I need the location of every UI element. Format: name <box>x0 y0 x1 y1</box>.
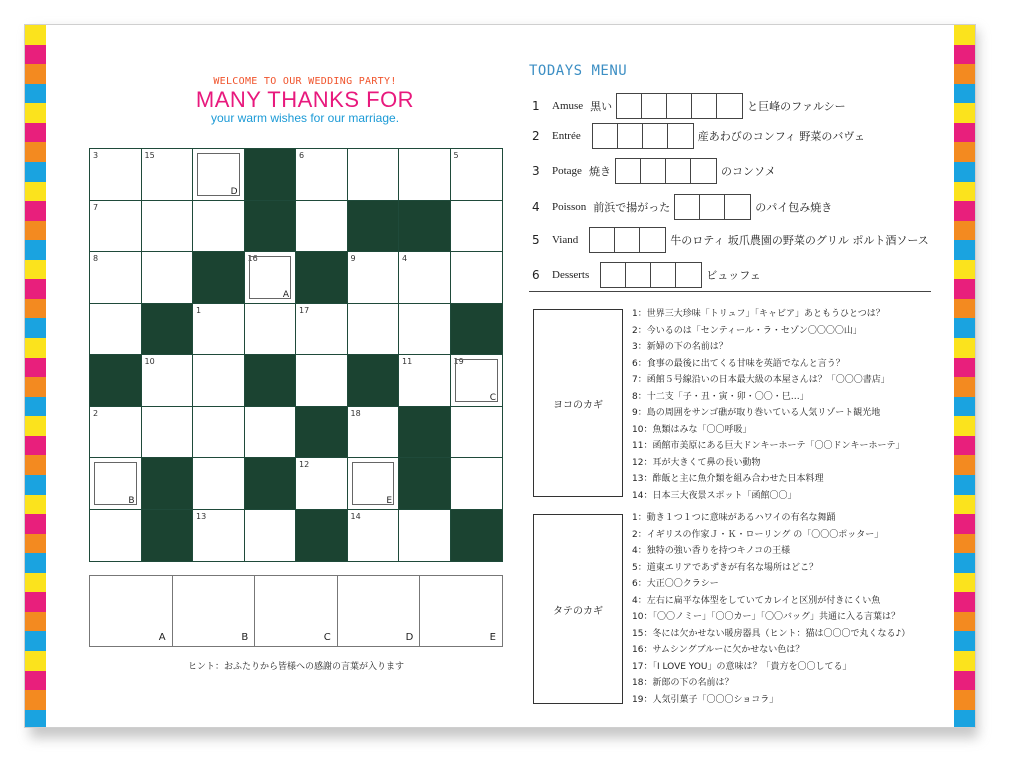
grid-cell-black <box>296 252 348 304</box>
menu-course-name: Desserts <box>552 269 590 281</box>
clue-item: 18：新郎の下の名前は？ <box>632 678 734 688</box>
cell-key-letter: A <box>282 289 289 300</box>
grid-cell-black <box>142 458 194 510</box>
stripe-segment <box>25 260 46 280</box>
grid-cell <box>399 304 451 356</box>
clue-item: 5：道東エリアであずきが有名な場所はどこ？ <box>632 562 818 573</box>
menu-answer-box[interactable] <box>692 94 717 118</box>
menu-answer-box[interactable] <box>590 228 615 252</box>
cell-number: 7 <box>93 202 99 212</box>
clue-item: 16：サムシングブルーに欠かせない色は？ <box>632 645 805 655</box>
menu-answer-box[interactable] <box>641 159 666 183</box>
stripe-segment <box>25 651 46 671</box>
menu-answer-box[interactable] <box>618 124 643 148</box>
clue-item: 8：十二支「子・丑・寅・卯・〇〇・巳…」 <box>632 391 809 402</box>
menu-item-number: 6 <box>532 268 540 282</box>
cell-number: 14 <box>350 511 361 521</box>
grid-cell <box>296 201 348 253</box>
stripe-segment <box>25 631 46 651</box>
stripe-segment <box>954 221 975 241</box>
clue-item: 19：人気引菓子「〇〇〇ショコラ」 <box>632 694 779 705</box>
stripe-segment <box>25 690 46 710</box>
menu-answer-box[interactable] <box>700 195 725 219</box>
grid-cell-black <box>348 355 400 407</box>
stripe-segment <box>25 397 46 417</box>
cell-number: 13 <box>196 511 207 521</box>
grid-cell <box>399 252 451 304</box>
grid-cell-black <box>142 510 194 562</box>
grid-cell <box>90 252 142 304</box>
clue-item: 12：耳が大きくて鼻の長い動物 <box>632 457 761 468</box>
cell-number: 9 <box>350 254 356 263</box>
stripe-segment <box>954 64 975 84</box>
menu-answer-box[interactable] <box>643 124 668 148</box>
menu-course-name: Viand <box>552 234 579 246</box>
answer-box-letter: B <box>241 632 249 643</box>
stripe-segment <box>25 573 46 593</box>
stripe-segment <box>25 612 46 632</box>
menu-item <box>532 262 761 288</box>
menu-answer-box[interactable] <box>640 228 665 252</box>
menu-item-number: 5 <box>532 233 540 247</box>
menu-course-name: Potage <box>552 165 582 177</box>
menu-answer-box[interactable] <box>691 159 716 183</box>
menu-answer-box[interactable] <box>725 195 750 219</box>
cell-number: 12 <box>299 460 310 469</box>
grid-cell-black <box>399 407 451 459</box>
clue-item: 14：日本三大夜景スポット「函館〇〇」 <box>632 490 797 501</box>
grid-cell-black <box>296 510 348 562</box>
grid-cell <box>90 304 142 356</box>
menu-course-name: Poisson <box>552 201 587 213</box>
cell-key-letter: C <box>489 392 496 403</box>
menu-item-number: 1 <box>532 99 540 113</box>
cell-key-letter: B <box>128 495 135 506</box>
clue-item: 7：函館５号線沿いの日本最大級の本屋さんは？「〇〇〇書店」 <box>632 375 890 385</box>
stripe-segment <box>25 495 46 515</box>
clue-item: 10：魚類はみな「〇〇呼吸」 <box>632 424 752 435</box>
cell-number: 5 <box>453 151 459 160</box>
menu-answer-box[interactable] <box>666 159 691 183</box>
menu-text-after: のコンソメ <box>720 165 776 178</box>
menu-item-number: 2 <box>532 129 540 143</box>
clue-item: 1：世界三大珍味「トリュフ」「キャビア」あともうひとつは？ <box>632 309 885 319</box>
stripe-segment <box>954 142 975 162</box>
cell-number: 15 <box>144 151 155 160</box>
grid-cell <box>296 355 348 407</box>
menu-course-name: Amuse <box>552 100 584 112</box>
grid-cell-black <box>245 201 297 253</box>
menu-answer-box[interactable] <box>615 228 640 252</box>
grid-cell-black <box>296 407 348 459</box>
stripe-segment <box>25 182 46 202</box>
cell-number: 1 <box>196 305 202 315</box>
menu-item <box>532 93 846 119</box>
thanks-title: MANY THANKS FOR <box>195 87 415 112</box>
stripe-segment <box>25 221 46 241</box>
clue-item: 6：食事の最後に出てくる甘味を英語でなんと言う？ <box>632 358 845 369</box>
menu-divider <box>529 291 931 292</box>
clue-item: 1：動き１つ１つに意味があるハワイの有名な舞踊 <box>632 513 836 523</box>
menu-answer-box[interactable] <box>668 124 693 148</box>
menu-item <box>532 227 929 253</box>
grid-cell <box>399 510 451 562</box>
menu-answer-box[interactable] <box>717 94 742 118</box>
clue-item: 15：冬には欠かせない暖房器具（ヒント：猫は〇〇〇で丸くなる♪） <box>632 628 911 639</box>
crossword-grid <box>89 148 503 562</box>
grid-cell-black <box>245 149 297 201</box>
menu-text-after: と巨峰のファルシー <box>747 100 846 113</box>
stripe-segment <box>25 514 46 534</box>
menu-text-after: ビュッフェ <box>706 269 761 282</box>
grid-cell <box>245 252 297 304</box>
grid-cell <box>193 458 245 510</box>
grid-cell <box>451 252 503 304</box>
answer-box-letter: D <box>405 632 414 643</box>
answer-box[interactable] <box>338 576 421 646</box>
stripe-segment <box>25 162 46 182</box>
stripe-segment <box>25 710 46 728</box>
cell-number: 10 <box>144 357 155 366</box>
stripe-segment <box>25 84 46 104</box>
stripe-segment <box>954 84 975 104</box>
clue-item: 2：イギリスの作家Ｊ・Ｋ・ローリング の「〇〇〇ポッター」 <box>632 529 884 540</box>
grid-cell-black <box>451 304 503 356</box>
cell-number: 2 <box>93 408 99 418</box>
stripe-segment <box>25 240 46 260</box>
grid-cell <box>90 407 142 459</box>
grid-cell <box>142 201 194 253</box>
clue-item: 10：「〇〇ノミー」「〇〇カー」「〇〇バッグ」共通に入る言葉は？ <box>632 612 900 622</box>
cell-number: 4 <box>402 254 408 263</box>
across-clues <box>632 306 962 504</box>
grid-cell-black <box>399 201 451 253</box>
menu-answer-boxes[interactable] <box>674 194 751 220</box>
grid-cell <box>451 355 503 407</box>
stripe-segment <box>25 64 46 84</box>
stripe-segment <box>25 475 46 495</box>
stripe-segment <box>25 318 46 338</box>
menu-item <box>532 158 776 184</box>
clue-item: 4：独特の強い香りを持つキノコの王様 <box>632 546 791 556</box>
grid-cell <box>193 304 245 356</box>
stripe-segment <box>25 416 46 436</box>
menu-answer-box[interactable] <box>626 263 651 287</box>
stripe-segment <box>25 436 46 456</box>
menu-answer-boxes[interactable] <box>616 93 743 119</box>
grid-cell <box>296 458 348 510</box>
stripe-segment <box>25 103 46 123</box>
grid-cell <box>193 407 245 459</box>
cell-number: 11 <box>402 357 413 366</box>
stripe-segment <box>25 455 46 475</box>
cell-number: 17 <box>299 305 310 315</box>
clue-item: 6：大正〇〇クラシー <box>632 579 719 589</box>
stripe-segment <box>25 25 46 45</box>
stripe-segment <box>954 162 975 182</box>
puzzle-page <box>24 24 976 728</box>
grid-cell-black <box>245 355 297 407</box>
cell-key-letter: D <box>230 186 238 197</box>
menu-answer-boxes[interactable] <box>589 227 666 253</box>
grid-cell <box>193 510 245 562</box>
menu-answer-box[interactable] <box>601 263 626 287</box>
cell-number: 18 <box>350 408 361 418</box>
menu-text-after: 牛のロティ 坂爪農園の野菜のグリル ポルト酒ソース <box>670 234 929 247</box>
menu-item <box>532 123 865 149</box>
grid-cell-black <box>142 304 194 356</box>
menu-answer-box[interactable] <box>616 159 641 183</box>
cell-number: 3 <box>93 151 99 160</box>
grid-cell <box>296 149 348 201</box>
menu-answer-box[interactable] <box>617 94 642 118</box>
stripe-segment <box>25 299 46 319</box>
grid-cell <box>348 510 400 562</box>
menu-text-before: 焼き <box>588 165 611 178</box>
clue-item: 3：新婦の下の名前は？ <box>632 342 728 352</box>
menu-answer-boxes[interactable] <box>600 262 702 288</box>
menu-title: TODAYS MENU <box>529 63 628 79</box>
stripe-segment <box>954 201 975 221</box>
answer-box[interactable] <box>173 576 256 646</box>
stripe-segment <box>954 260 975 280</box>
grid-cell <box>348 149 400 201</box>
grid-cell <box>451 407 503 459</box>
cell-number: 19 <box>453 357 464 366</box>
grid-cell-black <box>399 458 451 510</box>
clue-item: 9：島の周囲をサンゴ礁が取り巻いている人気リゾート観光地 <box>632 408 881 418</box>
menu-answer-box[interactable] <box>593 124 618 148</box>
clue-item: 11：函館市美原にある巨大ドンキーホーテ「〇〇ドンキーホーテ」 <box>632 441 905 451</box>
grid-cell <box>348 407 400 459</box>
grid-cell <box>193 355 245 407</box>
grid-cell <box>399 355 451 407</box>
grid-cell <box>193 149 245 201</box>
hint-text: ヒント：おふたりから皆様への感謝の言葉が入ります <box>187 662 404 672</box>
menu-item-number: 3 <box>532 164 540 178</box>
menu-answer-box[interactable] <box>667 94 692 118</box>
stripe-segment <box>954 279 975 299</box>
menu-answer-box[interactable] <box>676 263 701 287</box>
stripe-segment <box>954 182 975 202</box>
clue-item: 2：今いるのは「センティール・ラ・セゾン〇〇〇〇山」 <box>632 325 862 336</box>
grid-cell <box>90 458 142 510</box>
grid-cell <box>245 510 297 562</box>
grid-cell <box>90 201 142 253</box>
menu-answer-box[interactable] <box>651 263 676 287</box>
down-clues-label: タテのカギ <box>533 514 623 704</box>
answer-box-letter: E <box>489 632 496 643</box>
grid-cell <box>451 201 503 253</box>
stripe-segment <box>25 279 46 299</box>
grid-cell-black <box>193 252 245 304</box>
stripe-segment <box>25 142 46 162</box>
grid-cell-black <box>90 355 142 407</box>
answer-box-letter: A <box>158 632 166 643</box>
grid-cell <box>142 407 194 459</box>
cell-number: 16 <box>247 254 258 263</box>
menu-answer-boxes[interactable] <box>615 158 717 184</box>
grid-cell-black <box>451 510 503 562</box>
stripe-segment <box>954 710 975 728</box>
menu-course-name: Entrée <box>552 130 581 142</box>
stripe-segment <box>25 201 46 221</box>
clue-item: 4：左右に扁平な体型をしていてカレイと区別が付きにくい魚 <box>632 595 881 606</box>
grid-cell <box>296 304 348 356</box>
answer-boxes <box>89 575 503 647</box>
clue-item: 13：酢飯と主に魚介類を組み合わせた日本料理 <box>632 474 824 484</box>
grid-cell <box>451 458 503 510</box>
stripe-segment <box>954 240 975 260</box>
menu-text-after: のパイ包み焼き <box>755 201 833 214</box>
stripe-segment <box>25 123 46 143</box>
stripe-segment <box>25 553 46 573</box>
grid-cell-black <box>348 201 400 253</box>
grid-cell <box>245 304 297 356</box>
grid-cell <box>142 149 194 201</box>
stripe-segment <box>954 123 975 143</box>
across-clues-label: ヨコのカギ <box>533 309 623 497</box>
menu-answer-boxes[interactable] <box>592 123 694 149</box>
stripe-segment <box>25 534 46 554</box>
welcome-heading: WELCOME TO OUR WEDDING PARTY! <box>213 76 397 87</box>
grid-cell <box>90 149 142 201</box>
grid-cell-black <box>245 458 297 510</box>
menu-text-after: 産あわびのコンフィ 野菜のバヴェ <box>697 130 865 143</box>
answer-box-letter: C <box>323 632 331 643</box>
answer-box[interactable] <box>420 576 502 646</box>
stripe-segment <box>25 592 46 612</box>
stripe-segment <box>25 45 46 65</box>
answer-box[interactable] <box>90 576 173 646</box>
answer-box[interactable] <box>255 576 338 646</box>
stripe-segment <box>954 45 975 65</box>
cell-key-letter: E <box>386 495 392 506</box>
stripe-segment <box>25 377 46 397</box>
clue-item: 17：「I LOVE YOU」の意味は？「貴方を〇〇してる」 <box>632 661 852 672</box>
stripe-segment <box>25 358 46 378</box>
stripe-segment <box>954 103 975 123</box>
grid-cell <box>348 252 400 304</box>
grid-cell <box>399 149 451 201</box>
menu-item <box>532 194 832 220</box>
menu-answer-box[interactable] <box>675 195 700 219</box>
thanks-subtitle: your warm wishes for our marriage. <box>210 111 400 125</box>
grid-cell <box>142 355 194 407</box>
menu-text-before: 黒い <box>590 100 613 113</box>
cell-number: 8 <box>93 254 99 263</box>
stripe-segment <box>25 671 46 691</box>
stripe-segment <box>25 338 46 358</box>
menu-text-before: 前浜で揚がった <box>593 201 671 214</box>
menu-answer-box[interactable] <box>642 94 667 118</box>
grid-cell <box>193 201 245 253</box>
cell-number: 6 <box>299 151 305 160</box>
grid-cell <box>245 407 297 459</box>
grid-cell <box>348 304 400 356</box>
grid-cell <box>451 149 503 201</box>
down-clues <box>632 510 962 708</box>
stripe-left <box>25 25 46 728</box>
menu-item-number: 4 <box>532 200 540 214</box>
grid-cell <box>142 252 194 304</box>
grid-cell <box>90 510 142 562</box>
stripe-segment <box>954 25 975 45</box>
grid-cell <box>348 458 400 510</box>
